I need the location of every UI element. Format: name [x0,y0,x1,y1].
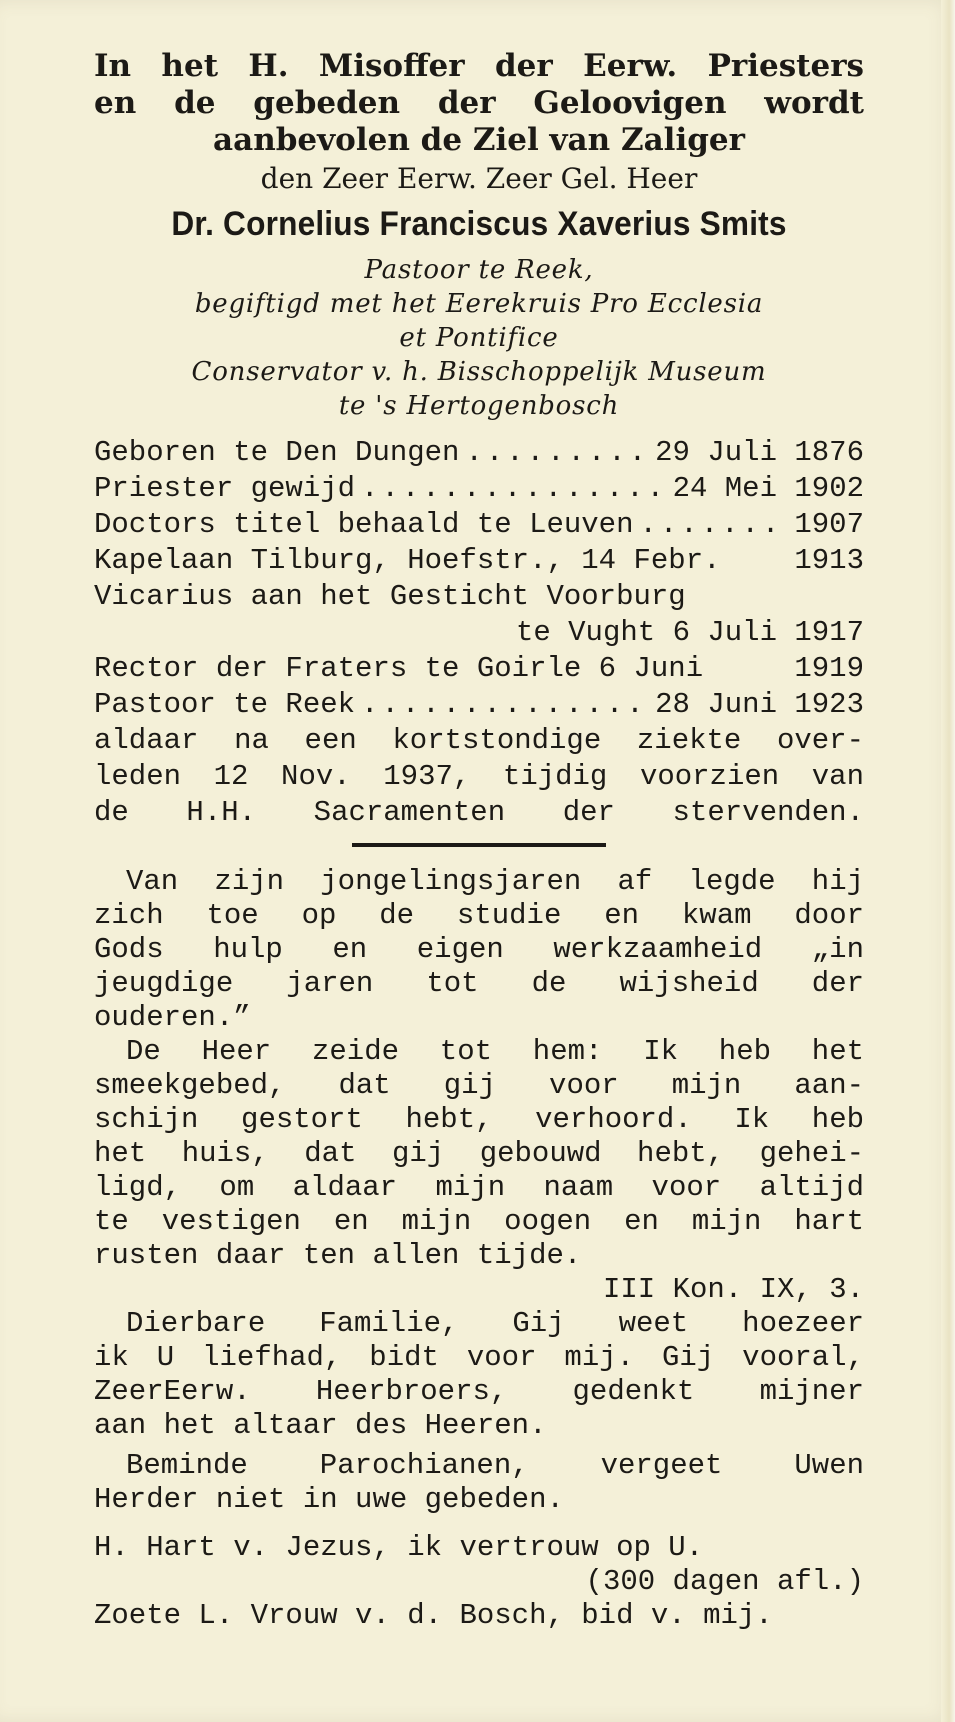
career-list [94,435,864,831]
youth-line: ouderen.” [94,1001,251,1034]
death-line: leden 12 Nov. 1937, tijdig voorzien van [94,760,864,793]
family-line: ik U liefhad, bidt voor mij. Gij vooral, [94,1341,864,1374]
career-label: Doctors titel behaald te Leuven [94,508,634,541]
prayer-mary: Zoete L. Vrouw v. d. Bosch, bid v. mij. [94,1599,773,1632]
career-row-pastoor [94,687,864,723]
title-line: Conservator v. h. Bisschoppelijk Museum [191,357,767,387]
career-row-kapelaan [94,543,864,579]
family-line: Dierbare Familie, Gij weet hoezeer [126,1307,864,1340]
career-label: Geboren te Den Dungen [94,436,460,469]
scripture-citation: III Kon. IX, 3. [602,1273,864,1306]
quote-line: het huis, dat gij gebouwd hebt, gehei- [94,1137,864,1170]
career-row-ordained [94,471,864,507]
death-line: aldaar na een kortstondige ziekte over- [94,724,864,757]
title-line: et Pontifice [399,323,559,353]
career-value: 1919 [794,652,864,685]
quote-line: te vestigen en mijn oogen en mijn hart [94,1205,864,1238]
quote-line: smeekgebed, dat gij voor mijn aan- [94,1069,864,1102]
career-label: Pastoor te Reek [94,688,356,721]
titles [94,253,864,423]
career-value: 1913 [794,544,864,577]
divider-rule [352,843,606,847]
title-line: te 's Hertogenbosch [338,391,620,421]
family-line: ZeerEerw. Heerbroers, gedenkt mijner [94,1375,864,1408]
leader-dots [465,435,649,471]
memorial-text [94,865,864,1633]
youth-line: jeugdige jaren tot de wijsheid der [94,967,864,1000]
intro-line: In het H. Misoffer der Eerw. Priesters [94,48,864,84]
career-value: 29 Juli 1876 [655,436,864,469]
quote-line: schijn gestort hebt, verhoord. Ik heb [94,1103,864,1136]
quote-line: ligd, om aldaar mijn naam voor altijd [94,1171,864,1204]
quote-line: rusten daar ten allen tijde. [94,1239,582,1272]
career-value: te Vught 6 Juli 1917 [515,616,864,649]
leader-dots [361,471,667,507]
youth-line: Gods hulp en eigen werkzaamheid „in [94,933,864,966]
card-edge [941,0,955,1722]
career-row-vicarius [94,579,864,615]
career-label: Vicarius aan het Gesticht Voorburg [94,580,686,613]
leader-dots [361,687,649,723]
leader-dots [640,507,789,543]
parish-line: Beminde Parochianen, vergeet Uwen [126,1449,864,1482]
deceased-name: Dr. Cornelius Franciscus Xaverius Smits [171,205,787,243]
career-label: Rector der Fraters te Goirle 6 Juni [94,652,704,685]
card-content [94,48,864,1633]
family-line: aan het altaar des Heeren. [94,1409,547,1442]
title-line: begiftigd met het Eerekruis Pro Ecclesia [194,289,764,319]
quote-line: De Heer zeide tot hem: Ik heb het [126,1035,864,1068]
title-line: Pastoor te Reek, [364,255,594,285]
career-value: 24 Mei 1902 [672,472,864,505]
intro-line: en de gebeden der Geloovigen wordt [94,85,864,121]
career-label: Priester gewijd [94,472,356,505]
honorific: den Zeer Eerw. Zeer Gel. Heer [260,162,698,195]
youth-line: Van zijn jongelingsjaren af legde hij [126,865,864,898]
parish-line: Herder niet in uwe gebeden. [94,1483,564,1516]
intro-line: aanbevolen de Ziel van Zaliger [213,122,745,158]
death-line: de H.H. Sacramenten der stervenden. [94,796,864,829]
career-row-doctor [94,507,864,543]
prayer-heart: H. Hart v. Jezus, ik vertrouw op U. [94,1531,704,1564]
youth-line: zich toe op de studie en kwam door [94,899,864,932]
career-label: Kapelaan Tilburg, Hoefstr., 14 Febr. [94,544,721,577]
career-value: 1907 [794,508,864,541]
career-row-vicarius-cont [94,615,864,651]
indulgence-note: (300 dagen afl.) [585,1565,864,1598]
career-row-born [94,435,864,471]
career-value: 28 Juni 1923 [655,688,864,721]
career-row-rector [94,651,864,687]
